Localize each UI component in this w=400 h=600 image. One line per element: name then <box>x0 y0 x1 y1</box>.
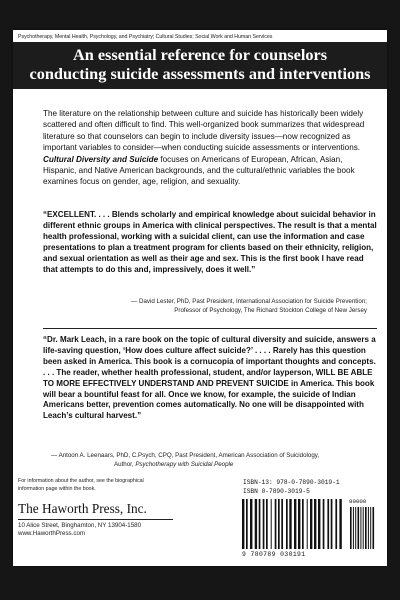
addon-bar <box>363 507 364 549</box>
attribution-1-line-2: Professor of Psychology, The Richard Stockton College of New Jersey <box>174 306 367 314</box>
headline-line-2: conducting suicide assessments and interventions <box>29 64 371 83</box>
barcode-bar <box>298 499 300 549</box>
barcode-bar <box>323 499 325 549</box>
publisher-address-block <box>18 522 218 539</box>
attribution-2-line-1: — Antoon A. Leenaars, PhD, C.Psych, CPQ, Past President, American Association of Suicidology, <box>51 452 320 459</box>
barcode-bar <box>246 499 248 549</box>
barcode-bar <box>271 499 272 549</box>
endorsement-quote-2: “Dr. Mark Leach, in a rare book on the topic of cultural diversity and suicide, answers a life-saving question, ‘How does culture affect suicide?’ . . . . Rarely has this question been asked in America. This book is a cornucopia of important thoughts and concepts. . . . The reader, whether health professional, student, and/or layperson, WILL BE ABLE TO MORE EFFECTIVELY UNDERSTAND AND PREVENT SUICIDE in America. This book will bear a bountiful feast for all. Once we know, for example, the suicide of Indian Americans better, prevention comes automatically. No one will be disappointed with Leach’s cultural harvest.” <box>43 335 376 421</box>
addon-bar <box>373 507 375 549</box>
barcode-bar <box>263 499 265 549</box>
endorsement-attribution-2 <box>51 452 385 469</box>
barcode-block <box>240 479 380 559</box>
addon-bar <box>365 507 367 549</box>
headline <box>13 45 387 83</box>
barcode-image <box>240 499 380 551</box>
attribution-2-prefix: Author, <box>114 460 136 468</box>
intro-part-1: The literature on the relationship between culture and suicide has historically been widely scattered and often difficult to find. This well-organized book summarizes that widespread literature so that counselors can begin to include diversity issues—now recognized as important variables to consider—when conducting suicide assessments or interventions. <box>43 109 365 153</box>
barcode-bar <box>259 499 261 549</box>
attribution-1-line-1: — David Lester, PhD, Past President, International Association for Suicide Prevention; <box>131 298 367 305</box>
addon-bar <box>350 507 352 549</box>
publisher-address: 10 Alice Street, Binghamton, NY 13904-1580 <box>18 522 142 529</box>
endorsement-attribution-1 <box>33 298 367 315</box>
subjects-line: Psychotherapy, Mental Health, Psychology, and Psychiatry; Cultural Studies; Social Work and Human Services <box>18 34 273 40</box>
barcode-bar <box>310 499 312 549</box>
barcode-bar <box>250 499 252 549</box>
addon-bar <box>368 507 369 549</box>
attribution-2-book-title: Psychotherapy with Suicidal People <box>135 460 234 468</box>
addon-bar <box>358 507 360 549</box>
attribution-2-line-2 <box>51 461 385 470</box>
addon-bar <box>360 507 361 549</box>
intro-paragraph <box>43 108 377 188</box>
addon-bar <box>355 507 356 549</box>
addon-bar <box>370 507 371 549</box>
headline-line-1: An essential reference for counselors <box>72 45 328 64</box>
barcode-bar <box>318 499 320 549</box>
barcode-bar <box>286 499 288 549</box>
barcode-bar <box>331 499 333 549</box>
endorsement-quote-1: “EXCELLENT. . . . Blends scholarly and empirical knowledge about suicidal behavior in different ethnic groups in America with clinical perspectives. The result is that a mental health professional, working with a suicidal client, can use the information and case presentations to plan a treatment program for clients based on their ethnicity, religion, and sexual orientation as well as their age and sex. This is the first book I have read that attempts to do this and, impressively, does it well.” <box>43 210 377 274</box>
addon-bar <box>353 507 354 549</box>
isbn-10-label: ISBN 0-7890-3019-5 <box>243 488 310 495</box>
barcode-digits: 9 780789 030191 <box>242 551 306 558</box>
barcode-bar <box>294 499 296 549</box>
barcode-bar <box>339 499 341 549</box>
isbn-13-label: ISBN-13: 978-0-7890-3019-1 <box>243 479 340 486</box>
barcode-bar <box>266 499 268 549</box>
back-cover <box>13 30 387 566</box>
publisher-url: www.HaworthPress.com <box>18 530 86 538</box>
headline-band <box>13 42 387 89</box>
price-code: 90000 <box>349 498 367 505</box>
barcode-bar <box>281 499 283 549</box>
intro-part-2: focuses on Americans of European, African, Asian, Hispanic, and Native American backgrounds, and the cultural/ethnic variables the book examines focus on gender, age, religion, and sexuality. <box>43 154 355 187</box>
barcode-bar <box>335 499 337 549</box>
barcode-bar <box>307 499 308 549</box>
barcode-bar <box>275 499 277 549</box>
author-info-note: For information about the author, see the biographical information page within the book. <box>18 478 144 492</box>
publisher-name: The Haworth Press, Inc. <box>18 501 147 516</box>
barcode-bar <box>278 499 280 549</box>
barcode-bar <box>327 499 329 549</box>
barcode-bar <box>255 499 257 549</box>
section-divider <box>43 328 377 329</box>
barcode-bar <box>302 499 304 549</box>
barcode-bar <box>242 499 244 549</box>
barcode-bar <box>289 499 291 549</box>
intro-book-title: Cultural Diversity and Suicide <box>43 154 159 164</box>
publisher-rule <box>18 519 173 520</box>
barcode-bar <box>314 499 316 549</box>
